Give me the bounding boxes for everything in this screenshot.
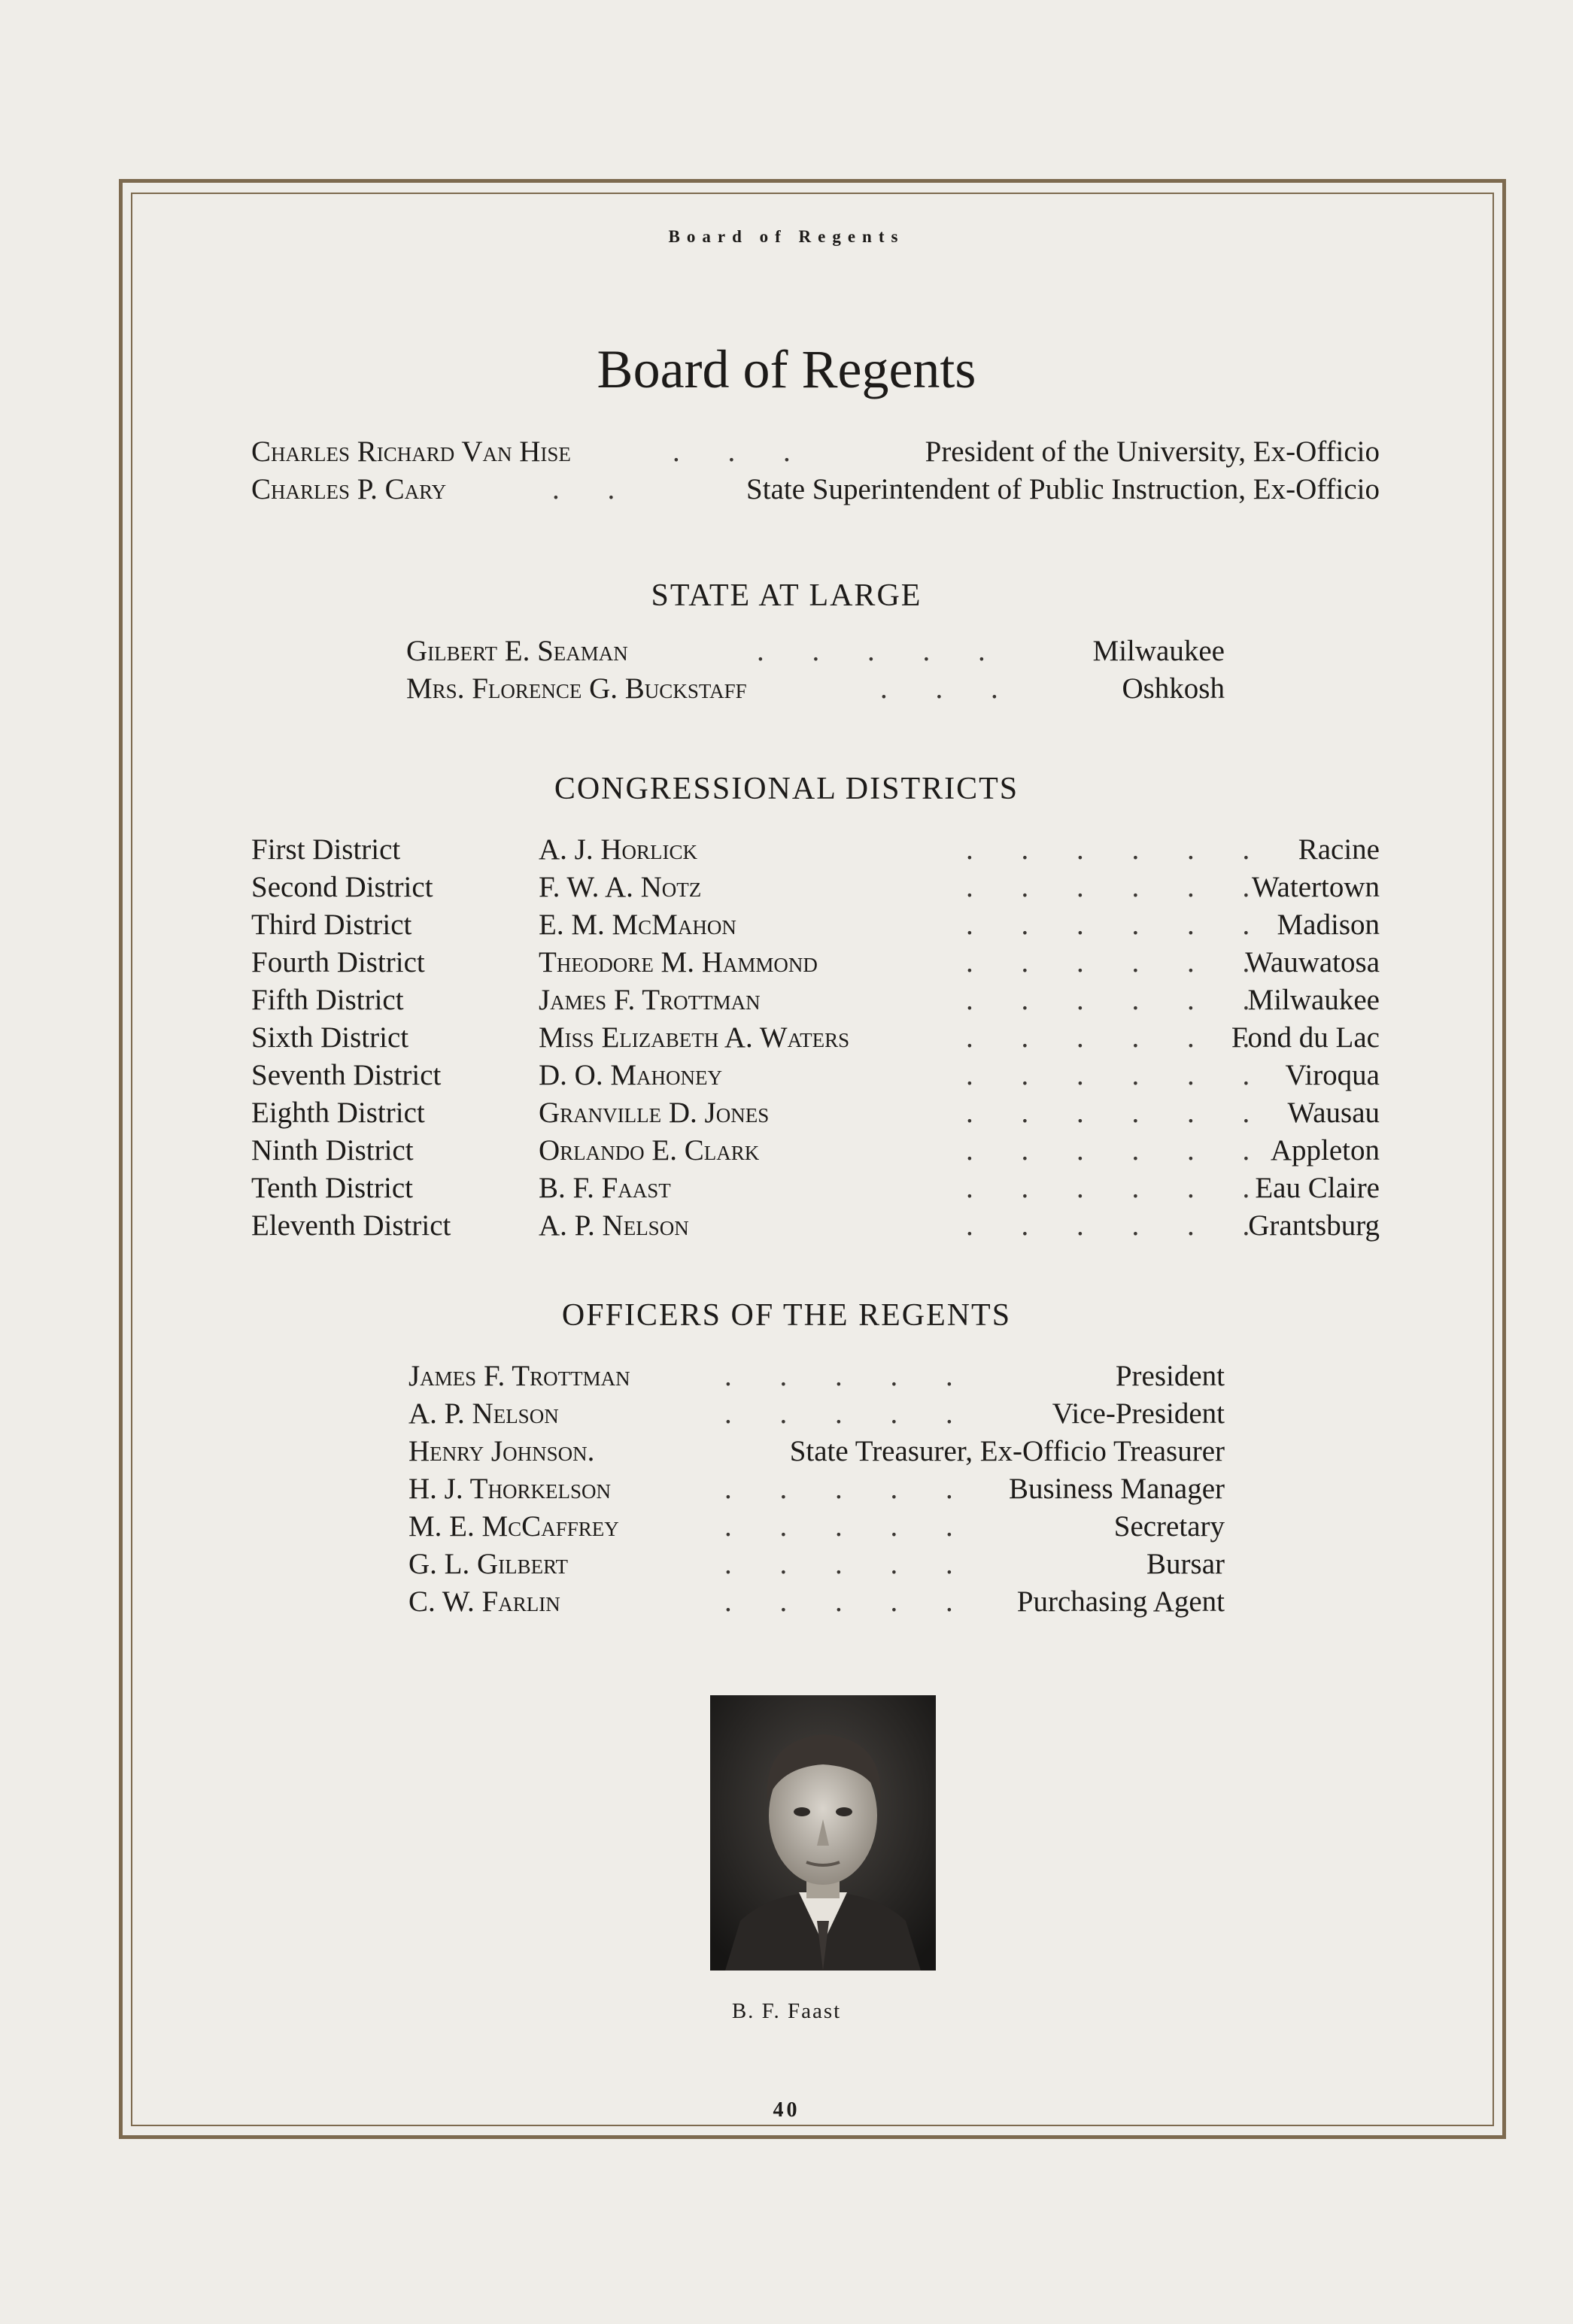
dot-leader: . . . . . .: [966, 946, 1271, 978]
member-name: James F. Trottman: [539, 984, 761, 1016]
officer-title: President: [1115, 1360, 1225, 1392]
officer-row: [408, 1359, 1225, 1397]
member-city: Fond du Lac: [1231, 1021, 1380, 1054]
officer-title: Purchasing Agent: [1016, 1585, 1225, 1618]
district-row: [251, 908, 1380, 945]
district-row: [251, 1096, 1380, 1133]
member-city: Racine: [1298, 833, 1380, 866]
district-row: [251, 1021, 1380, 1058]
district-row: [251, 1209, 1380, 1246]
district-label: First District: [251, 833, 401, 866]
officer-row: [408, 1472, 1225, 1509]
district-label: Eleventh District: [251, 1209, 451, 1242]
dot-leader: . . . . .: [757, 635, 1006, 667]
officer-row: [408, 1509, 1225, 1547]
page-title: Board of Regents: [597, 339, 976, 399]
dot-leader: . . . . . .: [966, 1021, 1271, 1054]
dot-leader: . . . . . .: [966, 1172, 1271, 1204]
member-city: Eau Claire: [1255, 1172, 1380, 1204]
dot-leader: . . . . .: [724, 1510, 973, 1543]
member-name: Orlando E. Clark: [539, 1134, 760, 1167]
dot-leader: . . . . .: [724, 1473, 973, 1505]
section-heading-state-at-large: STATE AT LARGE: [651, 578, 922, 613]
district-label: Ninth District: [251, 1134, 414, 1167]
officer-name: James F. Trottman: [408, 1360, 630, 1392]
dot-leader: . . . . .: [724, 1585, 973, 1618]
member-city: Grantsburg: [1248, 1209, 1380, 1242]
member-city: Madison: [1277, 909, 1380, 941]
dot-leader: . . .: [880, 672, 1019, 705]
dot-leader: . . . . . .: [966, 1209, 1271, 1242]
officer-row: [408, 1434, 1225, 1472]
dot-leader: . . . . . .: [966, 833, 1271, 866]
officer-title: Vice-President: [1052, 1397, 1225, 1430]
officer-title: Business Manager: [1008, 1473, 1225, 1505]
officer-row: [408, 1585, 1225, 1622]
member-name: Charles P. Cary: [251, 473, 447, 505]
dot-leader: . . . . . .: [966, 1097, 1271, 1129]
officer-title: State Treasurer, Ex-Officio Treasurer: [789, 1435, 1225, 1467]
page-number: 40: [773, 2098, 800, 2122]
running-head: Board of Regents: [668, 227, 905, 246]
district-label: Sixth District: [251, 1021, 409, 1054]
district-label: Seventh District: [251, 1059, 442, 1091]
photo-caption: B. F. Faast: [731, 1999, 842, 2023]
ex-officio-row: [251, 472, 1380, 510]
portrait-illustration: [710, 1695, 936, 1971]
district-label: Tenth District: [251, 1172, 413, 1204]
officer-name: G. L. Gilbert: [408, 1548, 569, 1580]
officer-name: Henry Johnson.: [408, 1435, 595, 1467]
member-name: Miss Elizabeth A. Waters: [539, 1021, 850, 1054]
dot-leader: . . .: [673, 435, 811, 468]
member-name: Gilbert E. Seaman: [406, 635, 628, 667]
dot-leader: . . . . . .: [966, 984, 1271, 1016]
officer-title: Bursar: [1146, 1548, 1225, 1580]
district-label: Second District: [251, 871, 433, 903]
dot-leader: . . . . . .: [966, 1059, 1271, 1091]
dot-leader: . . . . . .: [966, 1134, 1271, 1167]
dot-leader: . . . . .: [724, 1548, 973, 1580]
district-label: Fifth District: [251, 984, 404, 1016]
member-role: President of the University, Ex-Officio: [925, 435, 1380, 468]
ex-officio-row: [251, 435, 1380, 472]
member-name: D. O. Mahoney: [539, 1059, 722, 1091]
member-name: Mrs. Florence G. Buckstaff: [406, 672, 747, 705]
section-heading-congressional-districts: CONGRESSIONAL DISTRICTS: [554, 772, 1019, 806]
district-row: [251, 1058, 1380, 1096]
district-label: Eighth District: [251, 1097, 425, 1129]
district-row: [251, 983, 1380, 1021]
dot-leader: . . . . . .: [966, 909, 1271, 941]
member-city: Milwaukee: [1247, 984, 1380, 1016]
portrait-photo: [710, 1695, 936, 1971]
member-city: Wausau: [1287, 1097, 1380, 1129]
district-row: [251, 945, 1380, 983]
officer-row: [408, 1397, 1225, 1434]
officer-name: M. E. McCaffrey: [408, 1510, 619, 1543]
section-heading-officers: OFFICERS OF THE REGENTS: [561, 1298, 1012, 1333]
state-member-row: [406, 672, 1225, 709]
member-name: F. W. A. Notz: [539, 871, 702, 903]
member-name: Granville D. Jones: [539, 1097, 770, 1129]
member-name: E. M. McMahon: [539, 909, 736, 941]
district-row: [251, 833, 1380, 870]
member-city: Wauwatosa: [1245, 946, 1380, 978]
district-label: Third District: [251, 909, 412, 941]
officer-name: A. P. Nelson: [408, 1397, 559, 1430]
member-name: B. F. Faast: [539, 1172, 671, 1204]
member-city: Oshkosh: [1122, 672, 1225, 705]
dot-leader: . . . . .: [724, 1397, 973, 1430]
member-city: Watertown: [1251, 871, 1380, 903]
officer-row: [408, 1547, 1225, 1585]
district-row: [251, 870, 1380, 908]
member-name: A. J. Horlick: [539, 833, 698, 866]
officer-name: C. W. Farlin: [408, 1585, 560, 1618]
member-name: Charles Richard Van Hise: [251, 435, 571, 468]
member-name: Theodore M. Hammond: [539, 946, 818, 978]
member-name: A. P. Nelson: [539, 1209, 689, 1242]
state-member-row: [406, 634, 1225, 672]
dot-leader: . . . . .: [724, 1360, 973, 1392]
officer-title: Secretary: [1113, 1510, 1225, 1543]
member-role: State Superintendent of Public Instruction, Ex-Officio: [746, 473, 1380, 505]
member-city: Appleton: [1270, 1134, 1380, 1167]
member-city: Milwaukee: [1092, 635, 1225, 667]
member-city: Viroqua: [1285, 1059, 1380, 1091]
district-label: Fourth District: [251, 946, 425, 978]
officer-name: H. J. Thorkelson: [408, 1473, 611, 1505]
district-row: [251, 1133, 1380, 1171]
dot-leader: . .: [552, 473, 636, 505]
dot-leader: . . . . . .: [966, 871, 1271, 903]
district-row: [251, 1171, 1380, 1209]
